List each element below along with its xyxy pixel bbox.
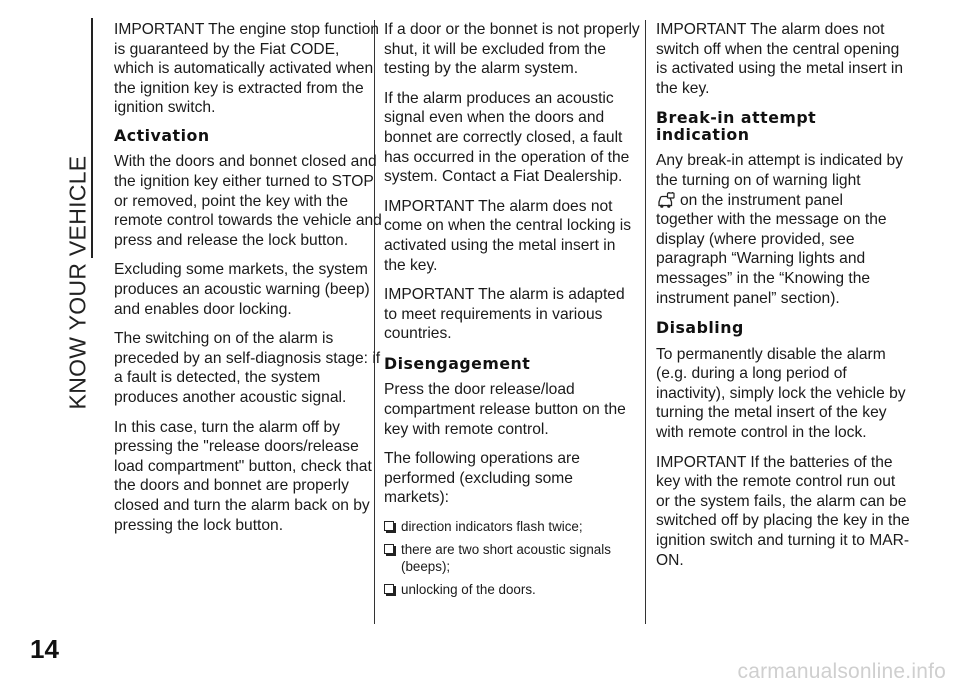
paragraph-activation: With the doors and bonnet closed and the ignition key either turned to STOP or removed, point the key with the remote control towards the vehicle and press and release the lock button. bbox=[114, 153, 382, 249]
list-item: there are two short acoustic signals (beeps); bbox=[384, 541, 640, 575]
text-column-3 bbox=[656, 20, 912, 580]
paragraph-self-diagnosis: The switching on of the alarm is preceded by an self-diagnosis stage: if a fault is detected, the system produces another acoustic signal. bbox=[114, 330, 381, 406]
paragraph-excluding-markets: Excluding some markets, the system produces an acoustic warning (beep) and enables door locking. bbox=[114, 261, 370, 318]
checkbox-bullet-icon bbox=[384, 544, 394, 554]
paragraph-important-central-opening: IMPORTANT The alarm does not switch off when the central opening is activated using the metal insert in the key. bbox=[656, 21, 904, 97]
checkbox-bullet-icon bbox=[384, 584, 394, 594]
paragraph-disabling: To permanently disable the alarm (e.g. during a long period of inactivity), simply lock the vehicle by turning the metal insert of the key with remote control in the lock. bbox=[656, 345, 906, 441]
section-title-rule bbox=[91, 18, 93, 258]
section-title-vertical bbox=[58, 155, 98, 409]
paragraph-door-bonnet-excluded: If a door or the bonnet is not properly shut, it will be excluded from the testing by the alarm system. bbox=[384, 21, 640, 78]
break-in-rest-text: together with the message on the display (where provided, see paragraph “Warning lights and messages” in the “Knowing the instrument panel” section). bbox=[656, 211, 887, 307]
paragraph-important-adapted: IMPORTANT The alarm is adapted to meet requirements in various countries. bbox=[384, 286, 625, 343]
list-item: unlocking of the doors. bbox=[384, 581, 640, 598]
heading-activation: Activation bbox=[114, 125, 210, 145]
paragraph-following-operations: The following operations are performed (excluding some markets): bbox=[384, 450, 580, 507]
column-divider bbox=[645, 20, 646, 624]
break-in-lead-text: Any break-in attempt is indicated by the turning on of warning light bbox=[656, 152, 904, 189]
text-column-2 bbox=[384, 20, 640, 604]
watermark: carmanualsonline.info bbox=[737, 660, 946, 683]
checkbox-bullet-icon bbox=[384, 521, 394, 531]
paragraph-important-engine-stop: IMPORTANT The engine stop function is guaranteed by the Fiat CODE, which is automatically activated when the ignition key is extracted from the ignition switch. bbox=[114, 21, 379, 117]
operations-list bbox=[384, 518, 640, 598]
paragraph-press-release-button: Press the door release/load compartment release button on the key with remote control. bbox=[384, 381, 626, 438]
heading-break-in-attempt: Break-in attempt indication bbox=[656, 108, 817, 144]
list-item: direction indicators flash twice; bbox=[384, 518, 640, 535]
paragraph-break-in-indication bbox=[656, 151, 912, 308]
paragraph-important-batteries: IMPORTANT If the batteries of the key with the remote control run out or the system fails, the alarm can be switched off by placing the key in the ignition switch and turning it to MAR-ON. bbox=[656, 453, 910, 569]
break-in-icon-text: on the instrument panel bbox=[680, 191, 843, 209]
section-title: KNOW YOUR VEHICLE bbox=[64, 155, 91, 409]
alarm-warning-light-icon bbox=[656, 192, 676, 209]
paragraph-fault-contact-dealer: If the alarm produces an acoustic signal even when the doors and bonnet are correctly closed, a fault has occurred in the operation of the system. Contact a Fiat Dealership. bbox=[384, 89, 630, 186]
paragraph-important-central-locking: IMPORTANT The alarm does not come on when the central locking is activated using the metal insert in the key. bbox=[384, 197, 632, 274]
heading-disabling: Disabling bbox=[656, 318, 744, 338]
page-number: 14 bbox=[30, 634, 59, 664]
paragraph-turn-alarm-off: In this case, turn the alarm off by pressing the "release doors/release load compartment" button, check that the doors and bonnet are properly closed and turn the alarm back on by pressing the lock button. bbox=[114, 418, 372, 534]
text-column-1 bbox=[114, 20, 382, 545]
heading-disengagement: Disengagement bbox=[384, 353, 531, 373]
